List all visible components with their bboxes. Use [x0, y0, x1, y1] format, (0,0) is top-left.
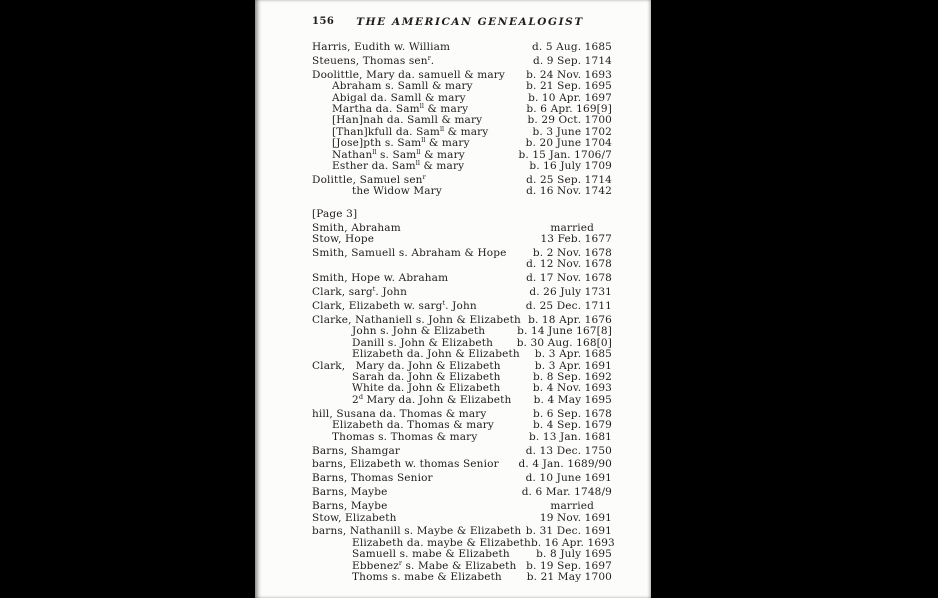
entry-name: Clark, Elizabeth w. sarg$^t$. John — [312, 299, 477, 313]
register-row — [255, 273, 651, 284]
entry-name: Thomas s. Thomas & mary — [332, 430, 478, 443]
entry-name: Doolittle, Mary da. samuell & mary — [312, 68, 506, 81]
register-row — [255, 287, 651, 298]
entry-name: Martha da. Sam$^{ll}$ & mary — [332, 102, 469, 116]
entry-name: Harris, Eudith w. William — [312, 41, 451, 53]
register-row — [255, 234, 651, 245]
register-row — [255, 138, 651, 149]
entry-name: Barns, Maybe — [312, 486, 388, 499]
register-row — [255, 420, 651, 431]
entry-date: b. 15 Jan. 1706/7 — [518, 148, 612, 161]
entry-name: barns, Elizabeth w. thomas Senior — [312, 458, 499, 471]
entry-name: Abraham s. Samll & mary — [332, 80, 473, 93]
entry-name: Sarah da. John & Elizabeth — [352, 371, 501, 384]
entry-date: b. 3 Apr. 1685 — [534, 348, 612, 361]
entry-name: Stow, Hope — [312, 233, 375, 246]
entry-date: b. 31 Dec. 1691 — [525, 525, 612, 538]
entry-date: b. 21 Sep. 1695 — [526, 80, 612, 93]
entry-name: Dolittle, Samuel sen$^r$ — [312, 172, 426, 186]
register-row — [255, 349, 651, 360]
entry-date: d. 17 Nov. 1678 — [526, 272, 612, 285]
entry-name: Smith, Hope w. Abraham — [312, 272, 449, 285]
register-row — [255, 549, 651, 560]
entry-date: b. 3 June 1702 — [532, 125, 612, 138]
entry-name: Steuens, Thomas sen$^r$. — [312, 53, 435, 67]
entry-name: Abigal da. Samll & mary — [332, 91, 466, 104]
entry-date: 19 Nov. 1691 — [539, 511, 612, 524]
entry-name: Smith, Abraham — [312, 221, 401, 234]
entry-date: b. 6 Apr. 169[9] — [526, 103, 612, 116]
entry-date: b. 14 June 167[8] — [517, 325, 612, 338]
entry-date: d. 9 Sep. 1714 — [532, 54, 612, 67]
entry-date: d. 13 Dec. 1750 — [525, 444, 612, 457]
entry-name: Samuell s. mabe & Elizabeth — [352, 548, 510, 561]
entry-name: Barns, Thomas Senior — [312, 472, 433, 485]
entry-name: [Jose]pth s. Sam$^{ll}$ & mary — [332, 136, 470, 150]
entry-date: b. 29 Oct. 1700 — [527, 114, 612, 127]
entry-name: hill, Susana da. Thomas & mary — [312, 407, 487, 420]
entry-date: 13 Feb. 1677 — [540, 233, 612, 246]
register-row — [255, 572, 651, 583]
entry-date: b. 19 Sep. 1697 — [526, 559, 612, 572]
entry-date: b. 30 Aug. 168[0] — [516, 336, 612, 349]
entry-date: d. 5 Aug. 1685 — [532, 41, 612, 53]
entry-date: married — [550, 221, 594, 234]
register-row — [255, 53, 651, 67]
entry-name: Thoms s. mabe & Elizabeth — [352, 571, 502, 584]
entry-date: b. 20 June 1704 — [525, 137, 612, 150]
entry-date: b. 24 Nov. 1693 — [526, 68, 612, 81]
entry-name: Stow, Elizabeth — [312, 511, 397, 524]
register-row — [255, 513, 651, 524]
entry-name: [Page 3] — [312, 207, 358, 220]
entry-name: [Han]nah da. Samll & mary — [332, 114, 483, 127]
entry-name: Esther da. Sam$^{ll}$ & mary — [332, 159, 465, 173]
entry-date: d. 25 Dec. 1711 — [525, 300, 612, 313]
entry-name: Clarke, Nathaniell s. John & Elizabeth — [312, 314, 521, 327]
register-row — [255, 186, 651, 197]
register-row — [255, 161, 651, 172]
entry-date: b. 4 Nov. 1693 — [532, 382, 612, 395]
register-row — [255, 301, 651, 312]
entry-name: Elizabeth da. John & Elizabeth — [352, 348, 520, 361]
entry-name: Danill s. John & Elizabeth — [352, 336, 493, 349]
entry-date: d. 25 Sep. 1714 — [526, 173, 612, 186]
entry-name: barns, Nathanill s. Maybe & Elizabeth — [312, 525, 522, 538]
register-row — [255, 487, 651, 498]
entry-date: b. 3 Apr. 1691 — [534, 359, 612, 372]
book-page — [255, 0, 651, 598]
register-row — [255, 459, 651, 470]
running-title: THE AMERICAN GENEALOGIST — [356, 16, 584, 28]
register-row — [255, 259, 651, 270]
entry-date: d. 12 Nov. 1678 — [526, 258, 612, 271]
entry-name: Barns, Shamgar — [312, 444, 401, 457]
entry-date: b. 16 July 1709 — [529, 160, 612, 173]
entry-date: married — [550, 500, 594, 513]
register-row — [255, 501, 651, 512]
register-row — [255, 42, 651, 53]
entry-name: Smith, Samuell s. Abraham & Hope — [312, 247, 507, 259]
entry-date: b. 21 May 1700 — [526, 571, 612, 584]
entry-date: d. 16 Nov. 1742 — [526, 185, 612, 198]
entry-date: d. 26 July 1731 — [529, 286, 612, 299]
entry-date: b. 16 Apr. 1693 — [530, 536, 615, 549]
page-header — [255, 0, 651, 28]
register-row — [255, 209, 651, 220]
register-row — [255, 392, 651, 406]
entry-name: White da. John & Elizabeth — [352, 382, 501, 395]
entry-date: b. 10 Apr. 1697 — [528, 91, 612, 104]
register-entries — [255, 42, 651, 583]
register-row — [255, 432, 651, 443]
entry-name: John s. John & Elizabeth — [352, 325, 486, 338]
entry-name: Clark, Mary da. John & Elizabeth — [312, 359, 501, 372]
entry-date: b. 2 Nov. 1678 — [532, 247, 612, 259]
entry-date: b. 8 July 1695 — [536, 548, 612, 561]
entry-name: the Widow Mary — [352, 185, 442, 198]
entry-date: b. 4 Sep. 1679 — [532, 419, 612, 432]
entry-date: d. 6 Mar. 1748/9 — [521, 486, 612, 499]
entry-name: Elizabeth da. Thomas & mary — [332, 419, 495, 432]
register-row — [255, 446, 651, 457]
entry-date: b. 13 Jan. 1681 — [529, 430, 612, 443]
entry-date: b. 18 Apr. 1676 — [528, 314, 612, 327]
entry-date: b. 6 Sep. 1678 — [532, 407, 612, 420]
entry-name: Clark, sarg$^t$. John — [312, 285, 408, 299]
entry-name: Nathan$^{ll}$ s. Sam$^{ll}$ & mary — [332, 147, 465, 161]
entry-date: b. 8 Sep. 1692 — [532, 371, 612, 384]
entry-name: Elizabeth da. maybe & Elizabeth — [352, 536, 531, 549]
entry-date: b. 4 May 1695 — [533, 393, 612, 406]
register-row — [255, 81, 651, 92]
entry-name: [Than]kfull da. Sam$^{ll}$ & mary — [332, 124, 489, 138]
page-number: 156 — [312, 16, 335, 27]
entry-name: 2$^d$ Mary da. John & Elizabeth — [352, 392, 512, 406]
register-row — [255, 473, 651, 484]
entry-name: Ebbenez$^r$ s. Mabe & Elizabeth — [352, 558, 517, 572]
entry-name: Barns, Maybe — [312, 500, 388, 513]
entry-date: d. 4 Jan. 1689/90 — [518, 458, 612, 471]
entry-date: d. 10 June 1691 — [525, 472, 612, 485]
